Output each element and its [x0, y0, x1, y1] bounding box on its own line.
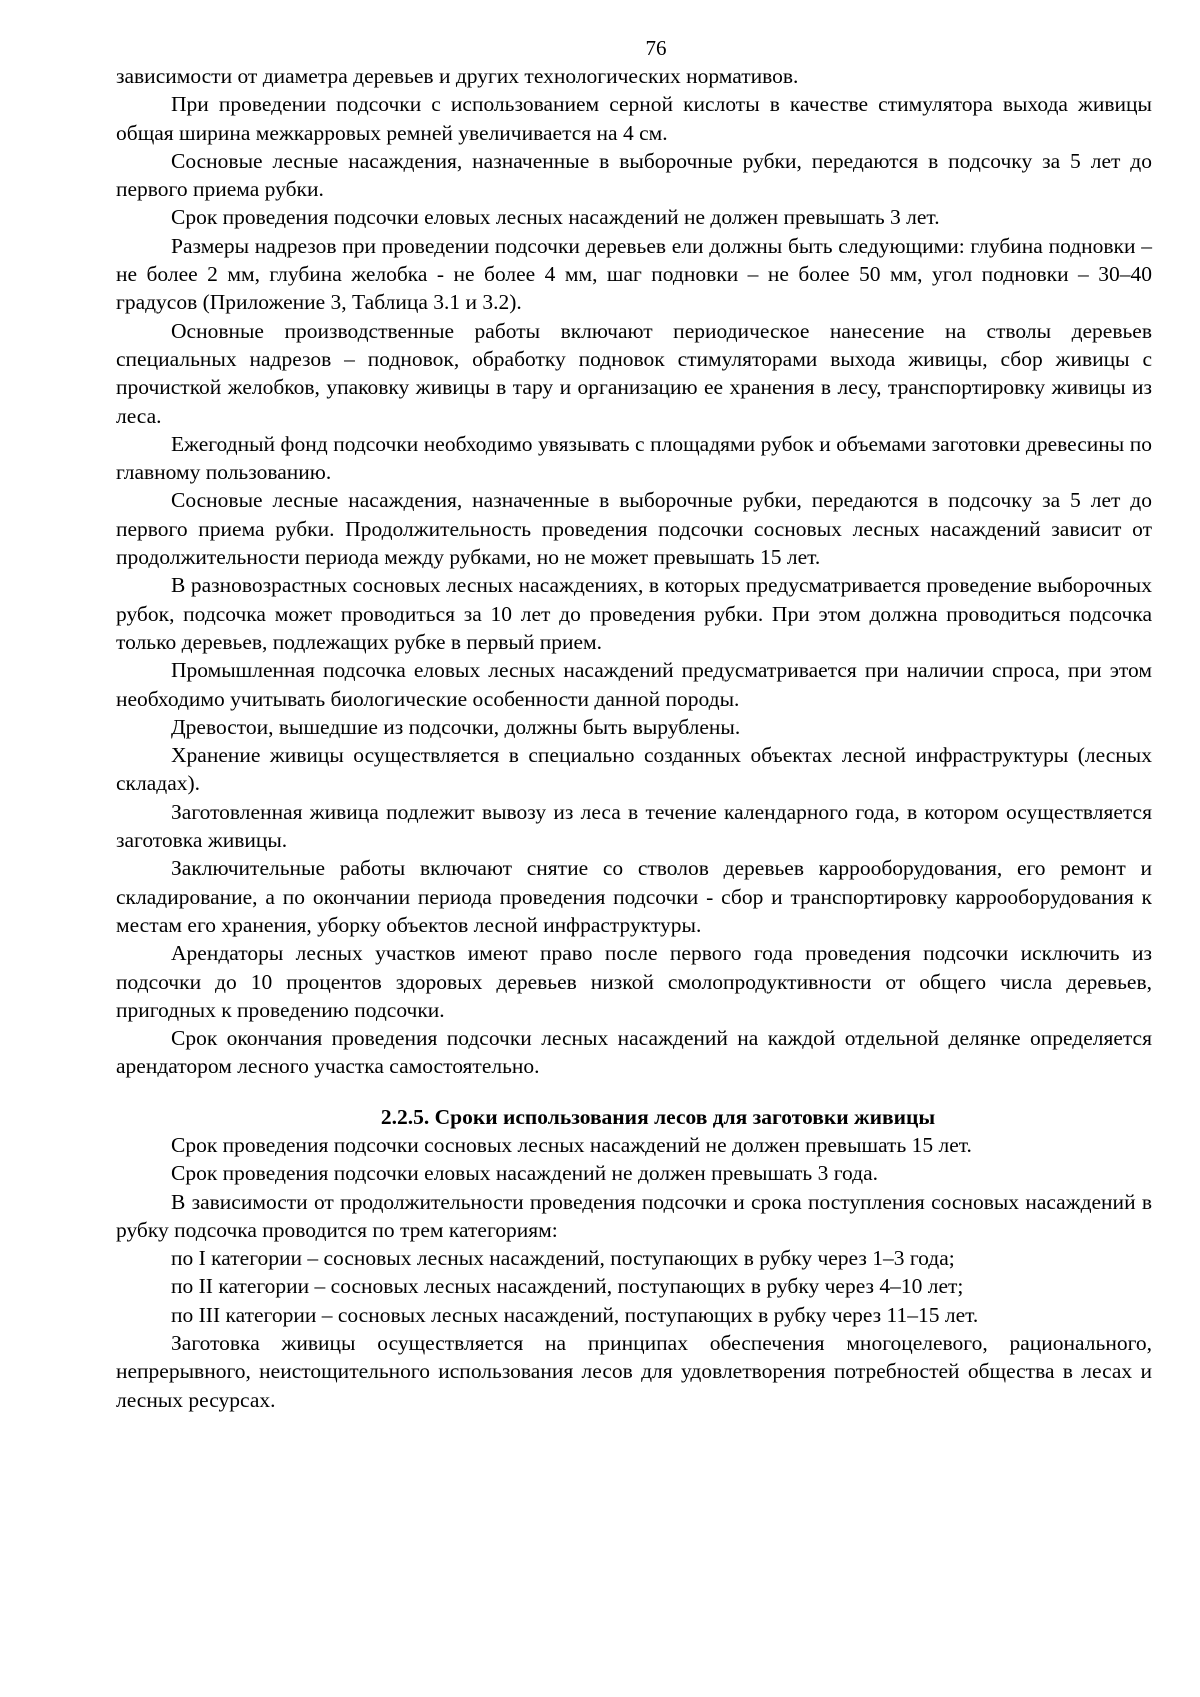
paragraph: В разновозрастных сосновых лесных насаждениях, в которых предусматривается проведение выборочных рубок, подсочка может проводиться за 10 лет до проведения рубки. При этом должна проводиться подсочка только деревьев, подлежащих рубке в первый прием. [116, 573, 1152, 654]
paragraph: Заготовка живицы осуществляется на принципах обеспечения многоцелевого, рационального, непрерывного, неистощительного использования лесов для удовлетворения потребностей общества в лесах и лесных ресурсах. [116, 1331, 1152, 1412]
page-number: 76 [645, 36, 667, 60]
paragraph: Сосновые лесные насаждения, назначенные в выборочные рубки, передаются в подсочку за 5 лет до первого приема рубки. Продолжительность проведения подсочки сосновых лесных насаждений зависит от продолжительности периода между рубками, но не может превышать 15 лет. [116, 488, 1152, 570]
paragraph: Промышленная подсочка еловых лесных насаждений предусматривается при наличии спроса, при этом необходимо учитывать биологические особенности данной породы. [116, 658, 1152, 711]
document-page [116, 34, 1152, 1414]
paragraph: Размеры надрезов при проведении подсочки деревьев ели должны быть следующими: глубина подновки – не более 2 мм, глубина желобка - не более 4 мм, шаг подновки – не более 50 мм, угол подновки – 30–40 градусов (Приложение 3, Таблица 3.1 и 3.2). [116, 233, 1152, 315]
paragraph: Срок проведения подсочки сосновых лесных насаждений не должен превышать 15 лет. [171, 1132, 972, 1157]
paragraph: Хранение живицы осуществляется в специально созданных объектах лесной инфраструктуры (лесных складах). [116, 743, 1152, 796]
paragraph: Срок проведения подсочки еловых насаждений не должен превышать 3 года. [171, 1161, 878, 1186]
paragraph: Заготовленная живица подлежит вывозу из леса в течение календарного года, в котором осуществляется заготовка живицы. [116, 799, 1152, 853]
paragraph: Древостои, вышедшие из подсочки, должны быть вырублены. [171, 714, 741, 739]
list-item: по III категории – сосновых лесных насаждений, поступающих в рубку через 11–15 лет. [171, 1302, 979, 1327]
paragraph: Основные производственные работы включают периодическое нанесение на стволы деревьев специальных надрезов – подновок, обработку подновок стимуляторами выхода живицы, сбор живицы с прочисткой желобков, упаковку живицы в тару и организацию ее хранения в лесу, транспортировку живицы из леса. [116, 318, 1152, 428]
paragraph: Арендаторы лесных участков имеют право после первого года проведения подсочки исключить из подсочки до 10 процентов здоровых деревьев низкой смолопродуктивности от общего числа деревьев, пригодных к проведению подсочки. [116, 941, 1152, 1022]
paragraph: Срок проведения подсочки еловых лесных насаждений не должен превышать 3 лет. [171, 205, 940, 230]
paragraph: Сосновые лесные насаждения, назначенные в выборочные рубки, передаются в подсочку за 5 лет до первого приема рубки. [116, 148, 1152, 202]
paragraph: Срок окончания проведения подсочки лесных насаждений на каждой отдельной делянке определяется арендатором лесного участка самостоятельно. [116, 1026, 1152, 1079]
list-item: по II категории – сосновых лесных насаждений, поступающих в рубку через 4–10 лет; [171, 1274, 964, 1299]
paragraph: Ежегодный фонд подсочки необходимо увязывать с площадями рубок и объемами заготовки древесины по главному пользованию. [116, 431, 1152, 485]
list-item: по I категории – сосновых лесных насаждений, поступающих в рубку через 1–3 года; [171, 1246, 955, 1271]
section-heading: 2.2.5. Сроки использования лесов для заготовки живицы [380, 1104, 936, 1129]
paragraph: В зависимости от продолжительности проведения подсочки и срока поступления сосновых насаждений в рубку подсочка проводится по трем категориям: [116, 1189, 1152, 1242]
paragraph: Заключительные работы включают снятие со стволов деревьев каррооборудования, его ремонт и складирование, а по окончании периода проведения подсочки - сбор и транспортировку каррооборудования к местам его хранения, уборку объектов лесной инфраструктуры. [116, 856, 1152, 937]
paragraph: зависимости от диаметра деревьев и других технологических нормативов. [116, 64, 799, 88]
paragraph: При проведении подсочки с использованием серной кислоты в качестве стимулятора выхода живицы общая ширина межкарровых ремней увеличивается на 4 см. [116, 92, 1152, 145]
